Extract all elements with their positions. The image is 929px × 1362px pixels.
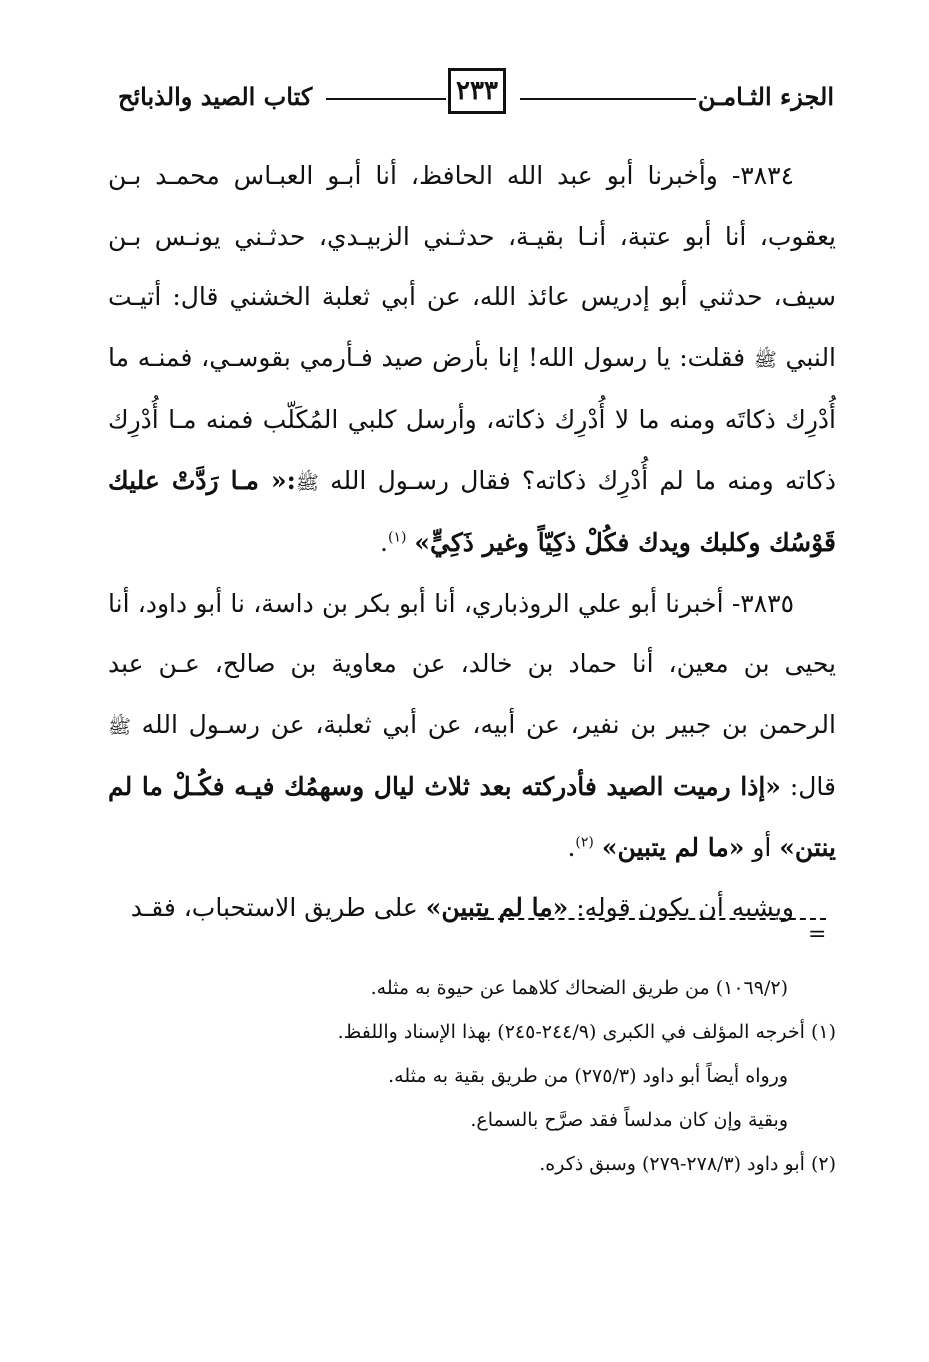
footnote-2: (٢) أبو داود (٢٧٨/٣-٢٧٩) وسبق ذكره. — [539, 1153, 836, 1175]
header-rule-left — [326, 98, 446, 100]
footnote-1: (١) أخرجه المؤلف في الكبرى (٢٤٤/٩-٢٤٥) بهذا الإسناد واللفظ. — [337, 1021, 836, 1043]
commentary-text: ويشبه أن يكون قوله: — [576, 893, 794, 922]
footnote-1-line-3: وبقية وإن كان مدلساً فقد صرَّح بالسماع. — [470, 1109, 788, 1131]
separator-mark: = — [808, 922, 827, 947]
volume-label: الجزء الثـامـن — [697, 82, 834, 111]
prophetic-quote: «إذا رميت الصيد فأدركته بعد ثلاث ليال وسهمُك فيـه فكُـلْ ما لم ينتن» — [108, 772, 836, 862]
header-rule-right — [520, 98, 696, 100]
footnote-separator — [478, 918, 826, 920]
hadith-3835 — [108, 574, 836, 879]
footnotes — [150, 966, 836, 1186]
hadith-3834-text-2: فقلت: يا رسول الله! إنا بأرض صيد فـأرمي بقوسـي، فمنـه ما أُدْرِك ذكاتَه ومنه ما لا أُدْرِك ذكاته، وأرسل كلبي المُكَلّب فمنه مـا أُدْرِك ذكاته ومنه ما لم أُدْرِك ذكاته؟ فقال رسـول الله — [108, 342, 836, 495]
running-header — [118, 62, 834, 124]
hadith-3835-text: ٣٨٣٥- أخبرنا أبو علي الروذباري، أنا أبو بكر بن داسة، نا أبو داود، أنا يحيى بن معين، أنا حماد بن خالد، عن معاوية بن صالح، عـن عبد الرحمن بن جبير بن نفير، عن أبيه، عن أبي ثعلبة، عن رسـول الله — [108, 588, 836, 739]
footnote-ref-1: (١) — [387, 529, 407, 546]
salla-glyph: ﷺ — [753, 348, 777, 371]
sentence-end: . — [567, 832, 576, 862]
commentary-paragraph — [108, 878, 836, 939]
book-title: كتاب الصيد والذبائح — [118, 82, 313, 111]
main-text — [108, 146, 836, 939]
sentence-end: . — [380, 528, 388, 557]
commentary-text-2: على طريق الاستحباب، فقـد — [130, 893, 418, 922]
hadith-3834-text: ٣٨٣٤- وأخبرنا أبو عبد الله الحافظ، أنا أبـو العبـاس محمـد بـن يعقوب، أنا أبو عتبة، أنـا بقيـة، حدثـني الزبيـدي، حدثـني يونـس بـن سيف، حدثني أبو إدريس عائذ الله، عن أبي ثعلبة الخشني قال: أتيـت النبي — [108, 161, 837, 372]
prophetic-quote-alt: «ما لم يتبين» — [601, 832, 745, 862]
or-word: أو — [752, 832, 772, 862]
footnote-ref-2: (٢) — [575, 834, 594, 851]
footnote-1-line-2: ورواه أيضاً أبو داود (٢٧٥/٣) من طريق بقية به مثله. — [388, 1065, 788, 1087]
footnote-continuation: (١٠٦٩/٢) من طريق الضحاك كلاهما عن حيوة به مثله. — [370, 977, 788, 999]
said-label: قال: — [789, 772, 836, 801]
salla-glyph: ﷺ — [295, 471, 319, 494]
page-number: ٢٣٣ — [448, 68, 506, 114]
salla-glyph: ﷺ — [108, 715, 131, 738]
prophetic-quote: :« مـا رَدَّتْ عليك قَوْسُك وكلبك ويدك فكُلْ ذكِيّاً وغير ذَكِيٍّ» — [108, 465, 836, 557]
quoted-phrase: «ما لم يتبين» — [425, 893, 569, 922]
hadith-3834 — [108, 146, 836, 574]
